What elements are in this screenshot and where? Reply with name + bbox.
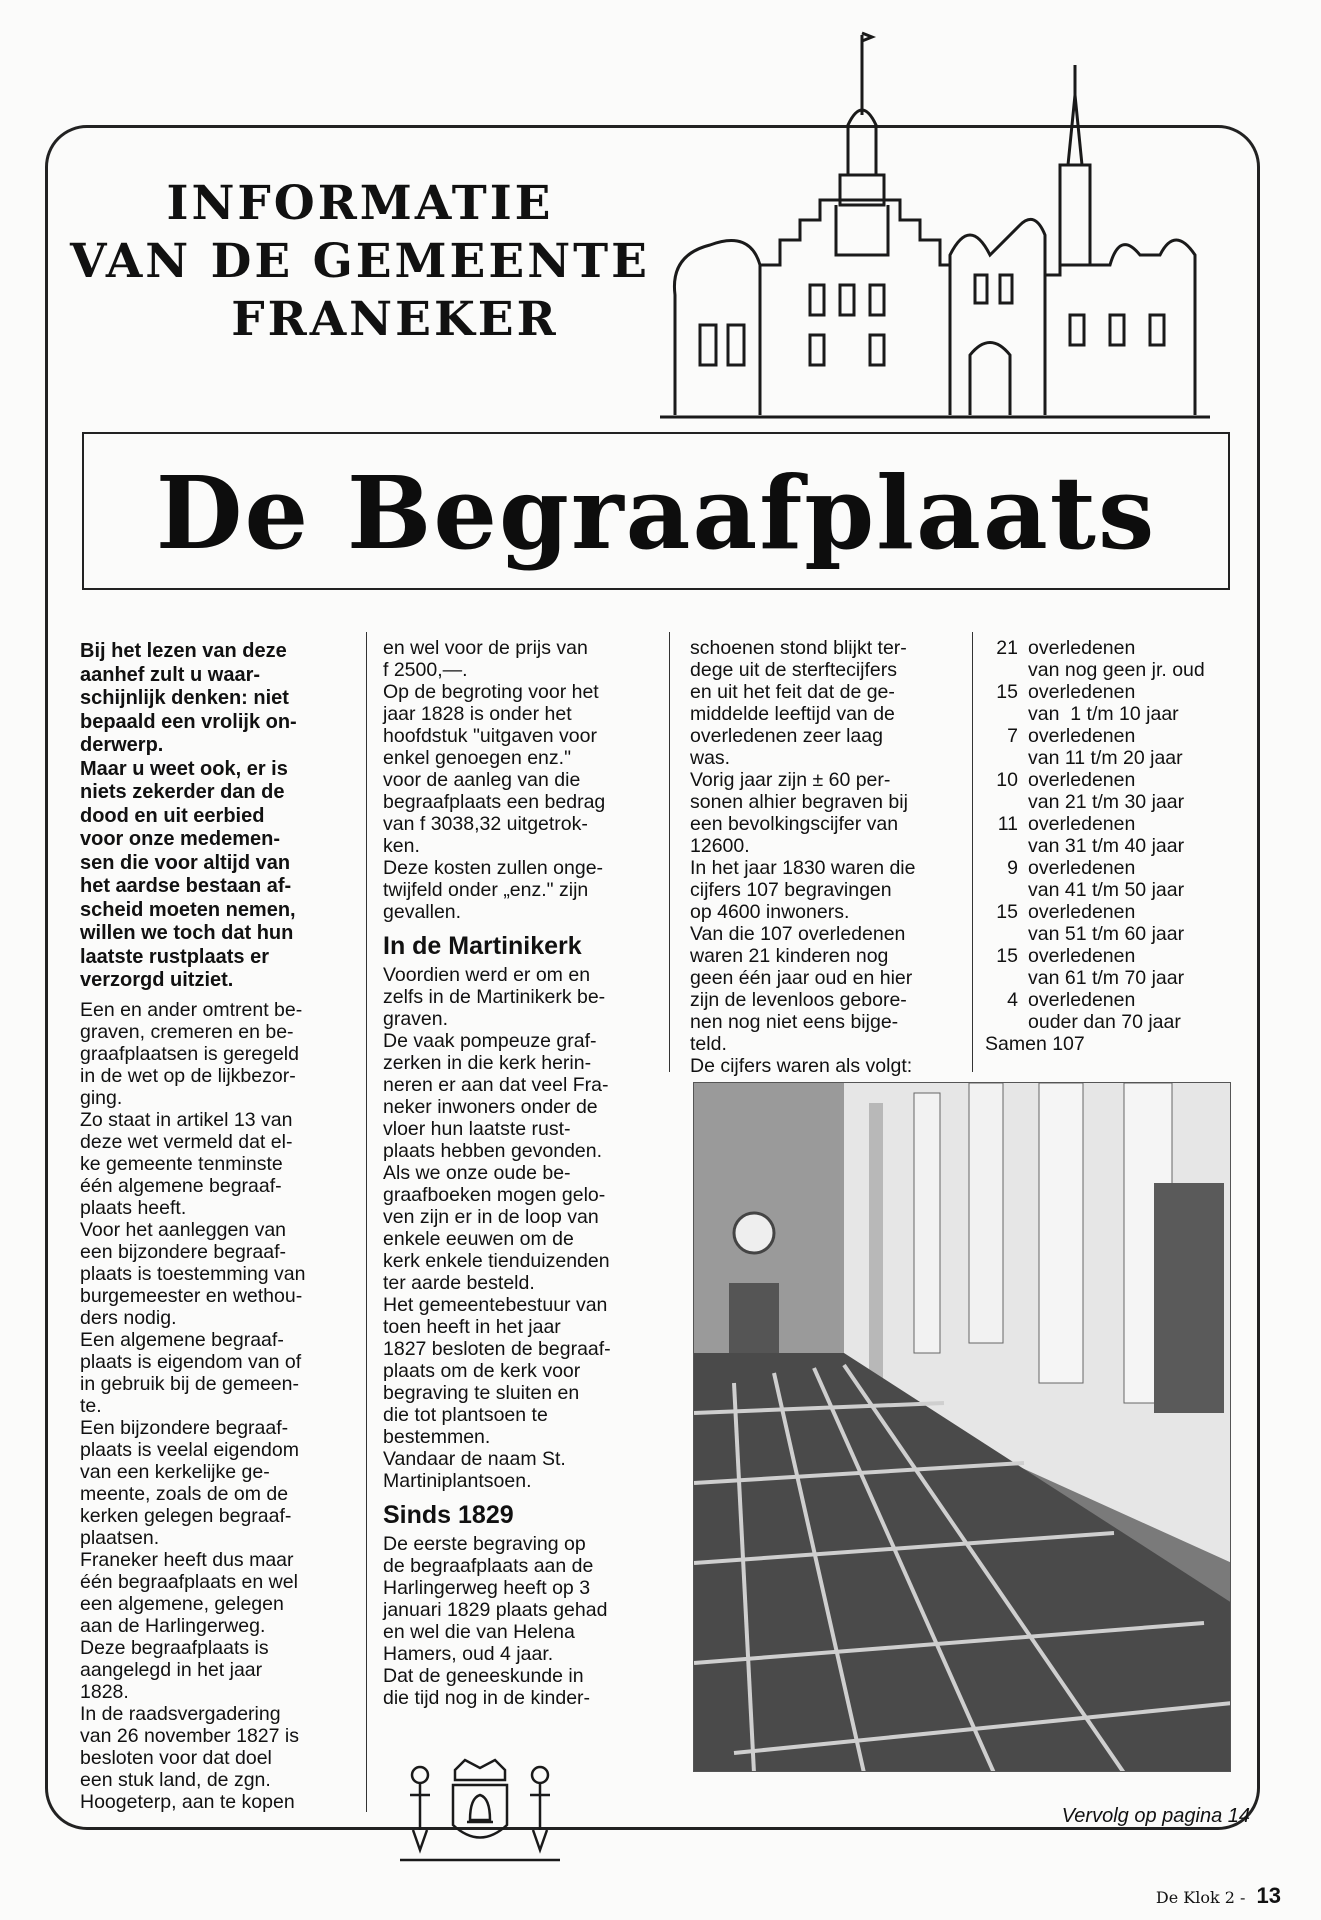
stats-label: overledenen bbox=[1028, 637, 1136, 659]
stats-label: overledenen bbox=[1028, 681, 1136, 703]
stats-count: 7 bbox=[1007, 725, 1018, 747]
stats-row bbox=[985, 725, 1230, 747]
stats-spacer bbox=[985, 659, 1028, 681]
town-hall-skyline-illustration bbox=[640, 25, 1220, 445]
stats-row bbox=[985, 945, 1230, 967]
stats-range: van 51 t/m 60 jaar bbox=[1028, 923, 1185, 945]
stats-range: van 41 t/m 50 jaar bbox=[1028, 879, 1185, 901]
masthead-line-1: INFORMATIE bbox=[166, 176, 554, 231]
stats-row-range bbox=[985, 967, 1230, 989]
stats-spacer bbox=[985, 967, 1028, 989]
column-divider bbox=[669, 632, 670, 1072]
masthead-line-2: VAN DE GEMEENTE bbox=[70, 234, 650, 289]
stats-spacer bbox=[985, 703, 1028, 725]
stats-row-range bbox=[985, 659, 1230, 681]
stats-row bbox=[985, 857, 1230, 879]
stats-count: 10 bbox=[996, 769, 1018, 791]
column-4-statistics bbox=[985, 637, 1230, 1055]
body-paragraph: De eerste begraving op de begraafplaats aan de Harlingerweg heeft op 3 januari 1829 plaats gehad en wel die van Helena Hamers, oud 4 jaar. Dat de geneeskunde in die tijd nog in de kinder- bbox=[383, 1533, 608, 1709]
continuation-caption: Vervolg op pagina 14 bbox=[1061, 1805, 1250, 1827]
stats-range: van 61 t/m 70 jaar bbox=[1028, 967, 1185, 989]
stats-label: overledenen bbox=[1028, 725, 1136, 747]
body-paragraph: Een en ander omtrent be- graven, cremeren en be- graafplaatsen is geregeld in de wet op de lijkbezor- ging. Zo staat in artikel 13 van deze wet vermeld dat el- ke gemeente tenminste één algemene begraaf- plaats heeft. Voor het aanleggen van een bijzondere begraaf- plaats is toestemming van burgemeester en wethou- ders nodig. Een algemene begraaf- plaats is eigendom van of in gebruik bij de gemeen- te. Een bijzondere begraaf- plaats is veelal eigendom van een kerkelijke ge- meente, zoals de om de kerken gelegen begraaf- plaatsen. Franeker heeft dus maar één begraafplaats en wel een algemene, gelegen aan de Harlingerweg. Deze begraafplaats is aangelegd in het jaar 1828. In de raadsvergadering van 26 november 1827 is besloten voor dat doel een stuk land, de zgn. Hoogeterp, aan te kopen bbox=[80, 998, 306, 1813]
stats-row-range bbox=[985, 1011, 1230, 1033]
stats-count: 4 bbox=[1007, 989, 1018, 1011]
stats-range: ouder dan 70 jaar bbox=[1028, 1011, 1181, 1033]
body-paragraph: Voordien werd er om en zelfs in de Martinikerk be- graven. De vaak pompeuze graf- zerken in die kerk herin- neren er aan dat veel Fra- neker inwoners onder de vloer hun laatste rust- plaats hebben gevonden. Als we onze oude be- graafboeken mogen gelo- ven zijn er in de loop van enkele eeuwen om de kerk enkele tienduizenden ter aarde besteld. Het gemeentebestuur van toen heeft in het jaar 1827 besloten de begraaf- plaats om de kerk voor begraving te sluiten en die tot plantsoen te bestemmen. Vandaar de naam St. Martiniplantsoen. bbox=[383, 964, 611, 1492]
stats-label: overledenen bbox=[1028, 813, 1136, 835]
stats-spacer bbox=[985, 923, 1028, 945]
masthead bbox=[60, 175, 660, 349]
stats-count: 15 bbox=[996, 945, 1018, 967]
stats-label: overledenen bbox=[1028, 769, 1136, 791]
stats-count: 9 bbox=[1007, 857, 1018, 879]
stats-row-range bbox=[985, 791, 1230, 813]
stats-range: van 21 t/m 30 jaar bbox=[1028, 791, 1185, 813]
stats-row bbox=[985, 769, 1230, 791]
stats-range: van 11 t/m 20 jaar bbox=[1028, 747, 1183, 769]
masthead-line-3: FRANEKER bbox=[231, 292, 559, 347]
stats-count: 15 bbox=[996, 901, 1018, 923]
stats-label: overledenen bbox=[1028, 945, 1136, 967]
statistics-total: Samen 107 bbox=[985, 1033, 1085, 1055]
subheading-martinikerk: In de Martinikerk bbox=[383, 932, 582, 960]
column-1 bbox=[80, 640, 355, 1813]
stats-spacer bbox=[985, 835, 1028, 857]
stats-row-range bbox=[985, 747, 1230, 769]
stats-row bbox=[985, 989, 1230, 1011]
stats-row bbox=[985, 901, 1230, 923]
stats-spacer bbox=[985, 791, 1028, 813]
publication-name: De Klok 2 bbox=[1155, 1888, 1235, 1907]
stats-spacer bbox=[985, 1011, 1028, 1033]
footer-separator: - bbox=[1240, 1888, 1246, 1907]
stats-label: overledenen bbox=[1028, 901, 1136, 923]
subheading-sinds-1829: Sinds 1829 bbox=[383, 1501, 514, 1529]
stats-range: van 1 t/m 10 jaar bbox=[1028, 703, 1179, 725]
column-3 bbox=[690, 637, 960, 1077]
body-paragraph: en wel voor de prijs van f 2500,—. Op de begroting voor het jaar 1828 is onder het hoofdstuk "uitgaven voor enkel genoegen enz." voor de aanleg van die begraafplaats een bedrag van f 3038,32 uitgetrok- ken. Deze kosten zullen onge- twijfeld onder „enz." zijn gevallen. bbox=[383, 637, 606, 923]
stats-label: overledenen bbox=[1028, 857, 1136, 879]
column-2 bbox=[383, 637, 653, 1709]
column-divider bbox=[366, 632, 367, 1812]
title-box bbox=[82, 432, 1230, 590]
stats-count: 15 bbox=[996, 681, 1018, 703]
stats-row-range bbox=[985, 923, 1230, 945]
stats-count: 11 bbox=[997, 813, 1018, 835]
stats-row-range bbox=[985, 835, 1230, 857]
franeker-coat-of-arms-illustration bbox=[395, 1750, 565, 1870]
church-interior-photo bbox=[693, 1082, 1231, 1772]
stats-range: van 31 t/m 40 jaar bbox=[1028, 835, 1185, 857]
stats-spacer bbox=[985, 747, 1028, 769]
stats-spacer bbox=[985, 879, 1028, 901]
stats-row bbox=[985, 813, 1230, 835]
stats-row-range bbox=[985, 879, 1230, 901]
stats-row bbox=[985, 637, 1230, 659]
body-paragraph: schoenen stond blijkt ter- dege uit de sterftecijfers en uit het feit dat de ge- middelde leeftijd van de overledenen zeer laag was. Vorig jaar zijn ± 60 per- sonen alhier begraven bij een bevolkingscijfer van 12600. In het jaar 1830 waren die cijfers 107 begravingen op 4600 inwoners. Van die 107 overledenen waren 21 kinderen nog geen één jaar oud en hier zijn de levenloos gebore- nen nog niet eens bijge- teld. De cijfers waren als volgt: bbox=[690, 637, 916, 1077]
column-divider bbox=[972, 632, 973, 1072]
stats-range: van nog geen jr. oud bbox=[1028, 659, 1205, 681]
stats-row-range bbox=[985, 703, 1230, 725]
stats-row bbox=[985, 681, 1230, 703]
intro-paragraph: Bij het lezen van deze aanhef zult u waar- schijnlijk denken: niet bepaald een vrolijk on- derwerp. Maar u weet ook, er is niets zekerder dan de dood en uit eerbied voor onze medemen- sen die voor altijd van het aardse bestaan af- scheid moeten nemen, willen we toch dat hun laatste rustplaats er verzorgd uitziet. bbox=[80, 640, 297, 991]
mortality-table bbox=[985, 637, 1230, 1033]
page-footer bbox=[1156, 1883, 1281, 1909]
page-title: De Begraafplaats bbox=[155, 454, 1157, 572]
stats-label: overledenen bbox=[1028, 989, 1136, 1011]
stats-count: 21 bbox=[996, 637, 1018, 659]
page-number: 13 bbox=[1256, 1883, 1281, 1908]
